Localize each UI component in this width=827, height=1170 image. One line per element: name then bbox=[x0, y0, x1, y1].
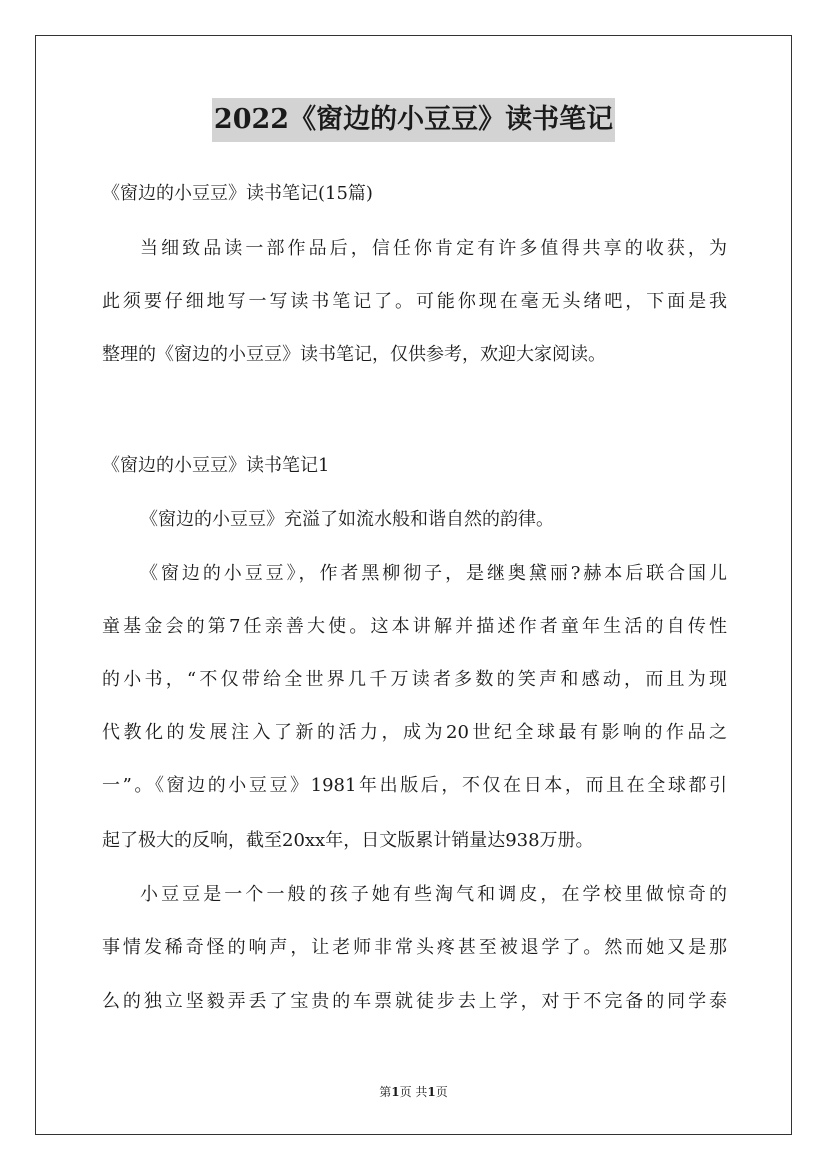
footer-page-number: 1 bbox=[391, 1085, 400, 1099]
intro-line: 整理的《窗边的小豆豆》读书笔记，仅供参考，欢迎大家阅读。 bbox=[102, 344, 606, 365]
paragraph-line: 一”。《窗边的小豆豆》1981年出版后，不仅在日本，而且在全球都引 bbox=[102, 775, 727, 796]
title-container bbox=[0, 98, 827, 142]
page-footer bbox=[0, 1083, 827, 1100]
paragraph-line: 事情发稀奇怪的响声，让老师非常头疼甚至被退学了。然而她又是那 bbox=[102, 937, 727, 958]
paragraph-line: 童基金会的第7任亲善大使。这本讲解并描述作者童年生活的自传性 bbox=[102, 616, 727, 637]
paragraph-line: 的小书，“不仅带给全世界几千万读者多数的笑声和感动，而且为现 bbox=[102, 669, 727, 690]
paragraph-line: 么的独立坚毅弄丢了宝贵的车票就徒步去上学，对于不完备的同学泰 bbox=[102, 991, 727, 1012]
paragraph-line: 《窗边的小豆豆》充溢了如流水般和谐自然的韵律。 bbox=[140, 509, 554, 530]
document-subtitle: 《窗边的小豆豆》读书笔记(15篇) bbox=[102, 183, 373, 204]
intro-line: 此须要仔细地写一写读书笔记了。可能你现在毫无头绪吧，下面是我 bbox=[102, 291, 727, 312]
section-heading: 《窗边的小豆豆》读书笔记1 bbox=[102, 455, 330, 476]
paragraph-line: 《窗边的小豆豆》，作者黑柳彻子，是继奥黛丽?赫本后联合国儿 bbox=[140, 563, 727, 584]
paragraph-line: 小豆豆是一个一般的孩子她有些淘气和调皮，在学校里做惊奇的 bbox=[140, 884, 727, 905]
paragraph-line: 代教化的发展注入了新的活力，成为20世纪全球最有影响的作品之 bbox=[102, 722, 727, 743]
intro-line: 当细致品读一部作品后，信任你肯定有许多值得共享的收获，为 bbox=[140, 238, 727, 259]
footer-prefix: 第 bbox=[379, 1085, 392, 1099]
document-title: 2022《窗边的小豆豆》读书笔记 bbox=[212, 98, 615, 142]
footer-mid: 页 共 bbox=[399, 1085, 428, 1099]
paragraph-line: 起了极大的反响，截至20xx年，日文版累计销量达938万册。 bbox=[102, 830, 594, 851]
footer-total-pages: 1 bbox=[427, 1085, 436, 1099]
footer-suffix: 页 bbox=[435, 1085, 448, 1099]
